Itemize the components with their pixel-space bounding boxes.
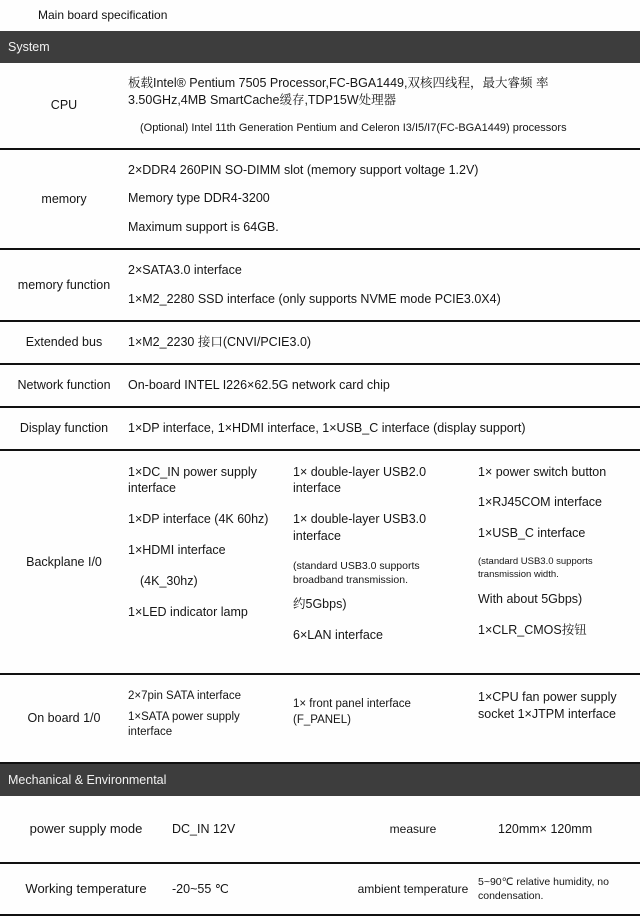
- onboard-item: 2×7pin SATA interface: [128, 690, 242, 703]
- display-function-content: [128, 408, 640, 449]
- page-title: Main board specification: [38, 8, 168, 22]
- memory-function-line: 1×M2_2280 SSD interface (only supports NVME mode PCIE3.0X4): [128, 292, 501, 307]
- backplane-item: 1×RJ45COM interface: [478, 495, 603, 510]
- onboard-item: 1× front panel interface (F_PANEL): [293, 698, 411, 726]
- row-label-onboard-io: On board 1/0: [27, 711, 101, 726]
- backplane-usb3-note-speed: 约5Gbps): [293, 597, 347, 612]
- power-supply-mode-label: power supply mode: [29, 821, 143, 837]
- cpu-optional-note: (Optional) Intel 11th Generation Pentium and Celeron I3/I5/I7(FC-BGA1449) processors: [140, 121, 567, 134]
- network-function-line: On-board INTEL I226×62.5G network card chip: [128, 377, 390, 392]
- memory-content: [128, 150, 640, 249]
- backplane-item: 1×LED indicator lamp: [128, 604, 248, 619]
- memory-spec-line: Maximum support is 64GB.: [128, 220, 279, 235]
- backplane-item: 1× double-layer USB2.0 interface: [293, 464, 427, 496]
- ambient-temperature-value: 5~90℃ relative humidity, no condensation.: [478, 875, 609, 902]
- backplane-column-2: [293, 464, 478, 659]
- extended-bus-content: [128, 322, 640, 363]
- backplane-usb3-note: (standard USB3.0 supports broadband transmission.: [293, 560, 420, 587]
- measure-label: measure: [389, 821, 437, 836]
- backplane-item: 1×DP interface (4K 60hz): [128, 512, 269, 527]
- memory-function-content: [128, 250, 640, 320]
- backplane-content: [128, 451, 640, 674]
- extended-bus-line: 1×M2_2230 接口(CNVI/PCIE3.0): [128, 334, 312, 349]
- memory-spec-line: 2×DDR4 260PIN SO-DIMM slot (memory support voltage 1.2V): [128, 162, 479, 177]
- onboard-column-2: [293, 689, 478, 746]
- backplane-column-3: [478, 464, 626, 659]
- spec-row-network-function: [0, 365, 640, 408]
- backplane-usbc-note-speed: With about 5Gbps): [478, 591, 583, 606]
- backplane-item: 1×DC_IN power supply interface: [128, 464, 257, 496]
- backplane-item: 1×HDMI interface: [128, 543, 226, 558]
- spec-row-onboard-io: [0, 675, 640, 764]
- onboard-item: 1×SATA power supply interface: [128, 710, 240, 739]
- section-header-mechanical: Mechanical & Environmental: [0, 764, 640, 796]
- spec-row-cpu: [0, 63, 640, 150]
- row-label-memory: memory: [41, 191, 87, 206]
- cpu-description: 板载Intel® Pentium 7505 Processor,FC-BGA1449,双核四线程，最大睿频 率3.50GHz,4MB SmartCache缓存,TDP15W处理器: [128, 76, 549, 107]
- spec-row-working-temperature: [0, 864, 640, 916]
- backplane-item: 1× power switch button: [478, 464, 607, 479]
- spec-row-memory: [0, 150, 640, 251]
- backplane-item: (4K_30hz): [140, 574, 198, 589]
- onboard-column-1: [128, 689, 293, 746]
- row-label-extended-bus: Extended bus: [25, 335, 103, 350]
- backplane-item: 1×CLR_CMOS按钮: [478, 622, 587, 637]
- spec-row-extended-bus: [0, 322, 640, 365]
- backplane-column-1: [128, 464, 293, 659]
- onboard-content: [128, 675, 640, 762]
- working-temperature-value: -20~55 ℃: [172, 882, 229, 897]
- measure-value: 120mm× 120mm: [498, 821, 593, 836]
- spec-row-power-supply: [0, 796, 640, 864]
- ambient-temperature-label: ambient temperature: [357, 881, 469, 896]
- network-function-content: [128, 365, 640, 406]
- onboard-column-3: [478, 689, 626, 746]
- onboard-item: 1×CPU fan power supply socket 1×JTPM interface: [478, 690, 617, 722]
- row-label-backplane-io: Backplane I/0: [26, 554, 102, 569]
- section-header-system: System: [0, 31, 640, 63]
- backplane-item: 1×USB_C interface: [478, 526, 586, 541]
- backplane-item: 1× double-layer USB3.0 interface: [293, 512, 427, 544]
- backplane-usbc-note: (standard USB3.0 supports transmission width.: [478, 556, 593, 581]
- row-label-network-function: Network function: [17, 378, 111, 393]
- memory-spec-line: Memory type DDR4-3200: [128, 191, 270, 206]
- row-label-display-function: Display function: [19, 421, 109, 436]
- power-supply-mode-value: DC_IN 12V: [172, 821, 236, 836]
- spec-row-memory-function: [0, 250, 640, 322]
- working-temperature-label: Working temperature: [25, 881, 147, 897]
- row-label-cpu: CPU: [50, 98, 78, 113]
- spec-row-backplane-io: [0, 451, 640, 676]
- cpu-content: [128, 63, 640, 148]
- row-label-memory-function: memory function: [17, 277, 111, 292]
- backplane-item: 6×LAN interface: [293, 628, 383, 643]
- display-function-line: 1×DP interface, 1×HDMI interface, 1×USB_C interface (display support): [128, 420, 526, 435]
- spec-row-display-function: [0, 408, 640, 451]
- memory-function-line: 2×SATA3.0 interface: [128, 263, 242, 278]
